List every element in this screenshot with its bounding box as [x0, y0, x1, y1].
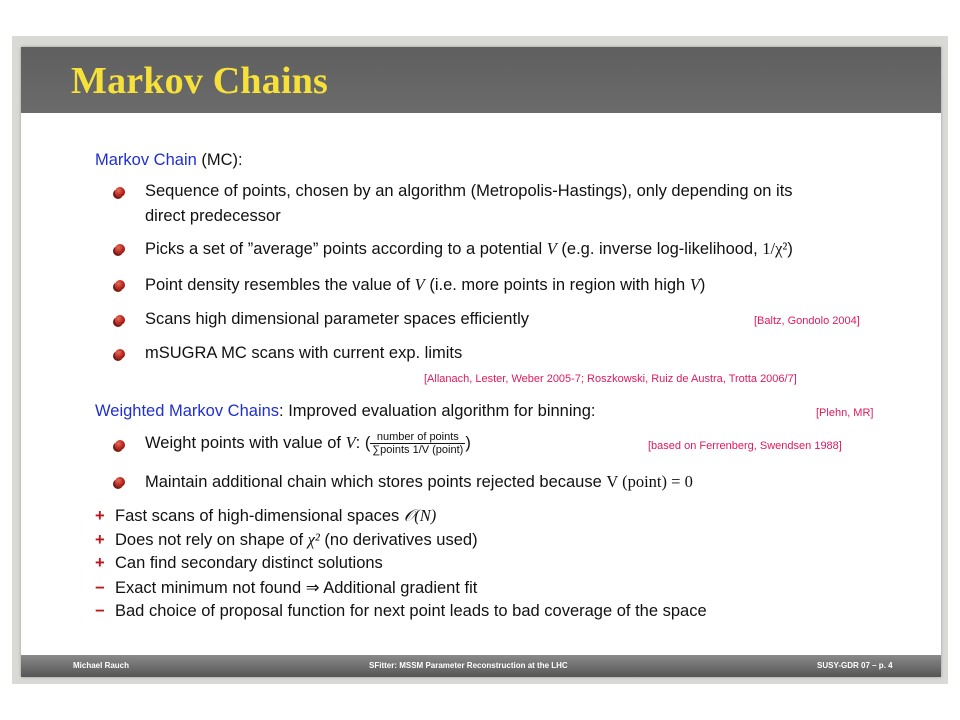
- bullet-text-part: (e.g. inverse log-likelihood,: [556, 240, 763, 258]
- bullet-text: Weight points with value of V: ( $\frac{\text{number of points}}{\text{∑points 1/V (point)}}$ ): [145, 431, 471, 456]
- weight-fraction: [370, 431, 465, 456]
- pro-item: [95, 506, 436, 526]
- title-bar: [21, 47, 941, 113]
- close-paren: ): [787, 240, 793, 258]
- pro-item: [95, 554, 383, 573]
- close-paren: ): [465, 433, 471, 452]
- pro-item: [95, 530, 478, 550]
- con-text: Exact minimum not found ⇒ Additional gradient fit: [115, 579, 478, 597]
- bullet-text-part: Weight points with value of: [145, 433, 346, 452]
- bullet-icon: [115, 440, 125, 450]
- plus-sign: +: [95, 531, 105, 549]
- reference-baltz: [Baltz, Gondolo 2004]: [754, 315, 860, 327]
- math-inv-chi: 1/χ²: [762, 239, 788, 258]
- bullet-text: [145, 239, 793, 259]
- bullet-text-cont: direct predecessor: [145, 207, 281, 225]
- pro-text: Can find secondary distinct solutions: [115, 554, 383, 572]
- plus-sign: +: [95, 554, 105, 572]
- mc-heading-line: [95, 151, 243, 170]
- reference-allanach: [Allanach, Lester, Weber 2005-7; Roszkowski, Ruiz de Austra, Trotta 2006/7]: [424, 373, 797, 385]
- pro-text: Fast scans of high-dimensional spaces: [115, 507, 404, 525]
- con-item: [95, 578, 477, 598]
- minus-sign: −: [95, 579, 105, 597]
- bullet-text: [145, 472, 693, 492]
- pro-text-suffix: (no derivatives used): [319, 531, 478, 549]
- wmc-heading: Weighted Markov Chains: [95, 402, 280, 420]
- fraction-denominator: ∑points 1/V (point): [372, 444, 464, 456]
- slide: [21, 47, 941, 677]
- bullet-icon: [115, 315, 125, 325]
- mc-heading: Markov Chain: [95, 151, 197, 169]
- minus-sign: −: [95, 602, 105, 620]
- pro-text: Does not rely on shape of: [115, 531, 308, 549]
- math-chi2: χ²: [307, 530, 320, 549]
- bullet-text: Scans high dimensional parameter spaces efficiently: [145, 310, 529, 328]
- plus-sign: +: [95, 507, 105, 525]
- bullet-text: [145, 275, 705, 295]
- bullet-icon: [115, 244, 125, 254]
- con-text: Bad choice of proposal function for next point leads to bad coverage of the space: [115, 602, 707, 620]
- reference-ferrenberg: [based on Ferrenberg, Swendsen 1988]: [648, 440, 842, 452]
- bullet-text-part: (i.e. more points in region with high: [424, 276, 690, 294]
- close-paren: ): [699, 276, 706, 294]
- bullet-icon: [115, 280, 125, 290]
- slide-content: [21, 113, 941, 653]
- math-V: V: [546, 239, 557, 258]
- math-V: V: [345, 432, 356, 452]
- bullet-text-part: Picks a set of ”average” points according to a potential: [145, 240, 547, 258]
- reference-plehn: [Plehn, MR]: [816, 407, 874, 419]
- math-V: V: [414, 275, 425, 294]
- wmc-heading-line: [95, 402, 595, 421]
- bullet-text: mSUGRA MC scans with current exp. limits: [145, 344, 463, 362]
- wmc-heading-suffix: : Improved evaluation algorithm for binning:: [279, 402, 596, 420]
- fraction-numerator: number of points: [370, 431, 465, 444]
- con-item: [95, 602, 707, 621]
- bullet-text-part: Point density resembles the value of: [145, 276, 415, 294]
- slide-title: Markov Chains: [71, 60, 329, 102]
- math-v-point: V (point) = 0: [606, 472, 693, 491]
- footer-author: Michael Rauch: [73, 661, 130, 670]
- bullet-icon: [115, 187, 125, 197]
- bullet-icon: [115, 349, 125, 359]
- math-V: V: [689, 275, 700, 294]
- bullet-text: Sequence of points, chosen by an algorithm (Metropolis-Hastings), only depending on its: [145, 182, 793, 200]
- footer-page: SUSY-GDR 07 – p. 4: [817, 661, 893, 670]
- bullet-text-part: Maintain additional chain which stores points rejected because: [145, 473, 607, 491]
- mc-heading-suffix: (MC):: [196, 151, 243, 169]
- footer-talk-title: SFitter: MSSM Parameter Reconstruction at the LHC: [369, 661, 568, 670]
- bullet-icon: [115, 477, 125, 487]
- slide-footer: [21, 655, 941, 677]
- math-ON: 𝒪(N): [403, 506, 437, 525]
